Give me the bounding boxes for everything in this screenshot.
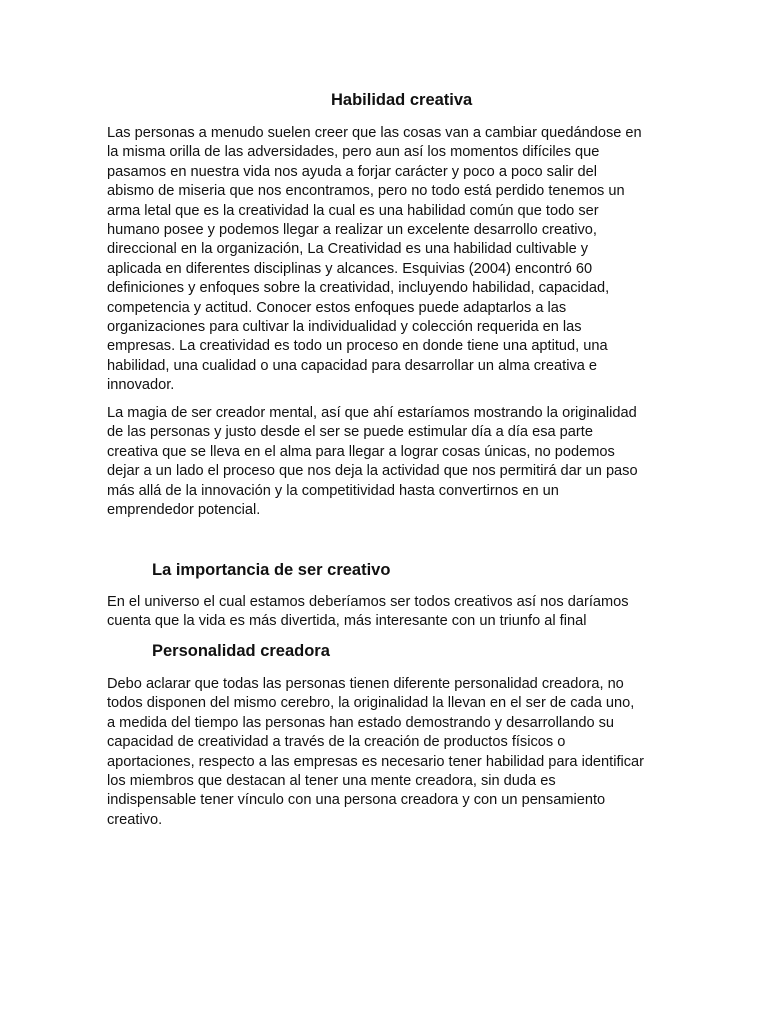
paragraph-line: dejar a un lado el proceso que nos deja la actividad que nos permitirá dar un paso (107, 463, 638, 480)
paragraph-line: En el universo el cual estamos deberíamos ser todos creativos así nos daríamos (107, 594, 629, 610)
paragraph-line: habilidad, una cualidad o una capacidad para desarrollar un alma creativa e (107, 357, 598, 374)
paragraph-line: humano posee y podemos llegar a realizar un excelente desarrollo creativo, (107, 222, 597, 238)
paragraph-line: abismo de miseria que nos encontramos, pero no todo está perdido tenemos un (107, 183, 625, 200)
paragraph-line: aportaciones, respecto a las empresas es necesario tener habilidad para identificar (107, 753, 645, 770)
paragraph-line: empresas. La creatividad es todo un proceso en donde tiene una aptitud, una (107, 338, 608, 355)
paragraph-line: de las personas y justo desde el ser se puede estimular día a día esa parte (107, 424, 593, 441)
paragraph-line: emprendedor potencial. (107, 502, 261, 518)
paragraph-line: innovador. (107, 377, 175, 394)
paragraph-line: la misma orilla de las adversidades, pero aun así los momentos difíciles que (107, 144, 600, 161)
paragraph-line: todos disponen del mismo cerebro, la originalidad la llevan en el ser de cada uno, (107, 695, 635, 712)
document-title: Habilidad creativa (331, 91, 473, 109)
paragraph-line: organizaciones para cultivar la individualidad y colección requerida en las (107, 319, 582, 335)
paragraph-line: los miembros que destacan al tener una mente creadora, sin duda es (107, 773, 556, 789)
paragraph-line: más allá de la innovación y la competitividad hasta convertirnos en un (107, 482, 559, 499)
paragraph-line: pasamos en nuestra vida nos ayuda a forjar carácter y poco a poco salir del (107, 163, 597, 180)
paragraph-line: cuenta que la vida es más divertida, más interesante con un triunfo al final (107, 613, 587, 630)
paragraph-line: direccional en la organización, La Creatividad es una habilidad cultivable y (107, 241, 589, 258)
section-heading-personalidad: Personalidad creadora (152, 642, 330, 660)
paragraph-line: arma letal que es la creatividad la cual es una habilidad común que todo ser (107, 202, 599, 219)
paragraph-line: a medida del tiempo las personas han estado demostrando y desarrollando su (107, 714, 615, 731)
paragraph-line: indispensable tener vínculo con una persona creadora y con un pensamiento (107, 792, 606, 809)
paragraph-line: La magia de ser creador mental, así que ahí estaríamos mostrando la originalidad (107, 405, 637, 421)
paragraph-line: definiciones y enfoques sobre la creatividad, incluyendo habilidad, capacidad, (107, 280, 610, 297)
paragraph-line: capacidad de creatividad a través de la creación de productos físicos o (107, 734, 566, 751)
paragraph-line: creativo. (107, 811, 163, 828)
paragraph-line: creativa que se lleva en el alma para llegar a lograr cosas únicas, no podemos (107, 443, 615, 460)
paragraph-line: competencia y actitud. Conocer estos enfoques puede adaptarlos a las (107, 299, 567, 316)
paragraph-line: aplicada en diferentes disciplinas y alcances. Esquivias (2004) encontró 60 (107, 260, 593, 277)
paragraph-line: Debo aclarar que todas las personas tienen diferente personalidad creadora, no (107, 676, 624, 692)
paragraph-line: Las personas a menudo suelen creer que las cosas van a cambiar quedándose en (107, 125, 642, 141)
section-heading-importancia: La importancia de ser creativo (152, 561, 391, 579)
